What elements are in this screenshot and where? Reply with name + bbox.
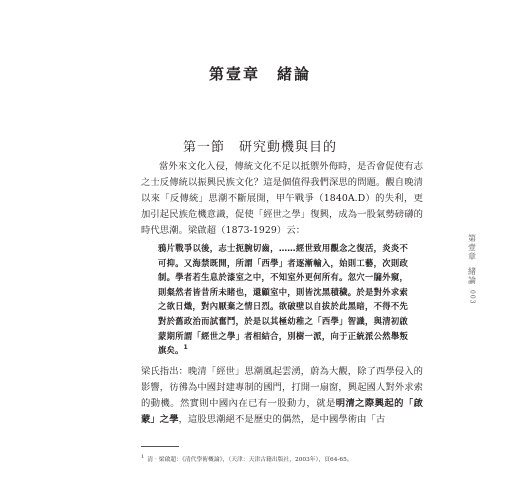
- section-title: 第一節 研究動機與目的: [182, 140, 337, 155]
- body-paragraph-1: 當外來文化入侵，傳統文化不足以抵禦外侮時，是否會促使有志之士反傳統以振興民族文化？這是個值得我們深思的問題。觀自晚清以來「反傳統」思潮不斷展開，甲午戰爭（1840A.D）的失利，更加引起民族危機意識，促使「經世之學」復興，成為一股氣勢磅礴的時代思潮。梁啟超（1873-1929）云：: [141, 161, 423, 237]
- paragraph-2-text-c: ，這股思潮絕不是歷史的偶然，是中國學術由「古: [178, 414, 386, 426]
- running-header-side: [466, 234, 478, 304]
- footnote-text: 清‧梁啟超：《清代學術概論》，（天津：天津古籍出版社，2003年），頁64-65。: [147, 456, 353, 463]
- footnote-divider: [141, 446, 179, 447]
- body-paragraph-2: [141, 364, 423, 428]
- side-chapter: 第壹章: [467, 234, 477, 261]
- footnote-marker: 1: [183, 344, 188, 352]
- quote-text: 鴉片戰爭以後，志士扼腕切齒，……經世致用觀念之復活，炎炎不可抑。又海禁既開，所謂「西學」者逐漸輸入，始則工藝，次則政制。學者若生息於漆室之中，不知室外更何所有。忽穴一牖外窺，則粲然者皆昔所未睹也，還顧室中，則皆沈黑積穢。於是對外求索之欲日熾，對內厭棄之情日烈。欲破壁以自拔於此黑暗，不得不先對於舊政治而試奮鬥，於是以其極幼稚之「西學」智識，與清初啟蒙期所謂「經世之學」者相結合，別樹一派，向于正統派公然舉叛旗矣。: [158, 243, 408, 356]
- paragraph-2-text-a: 梁氏指出：晚清「經世」思潮風起雲湧，蔚為大觀，除了西學侵入的影響，彷彿為中國封建專制的國門，打開一扇窗，興起國人對外求索的動機。然實則中國內在已有一股動力，就是: [141, 366, 423, 410]
- side-label: 緒論: [467, 267, 477, 285]
- chapter-title: 第壹章 緒論: [208, 65, 311, 83]
- page-number: 003: [468, 290, 476, 305]
- footnote: [141, 453, 431, 464]
- block-quote: [158, 241, 408, 358]
- paragraph-2-emphasis: 明清之際興起的「啟蒙」之學: [141, 398, 423, 426]
- footnote-number: 1: [141, 454, 145, 460]
